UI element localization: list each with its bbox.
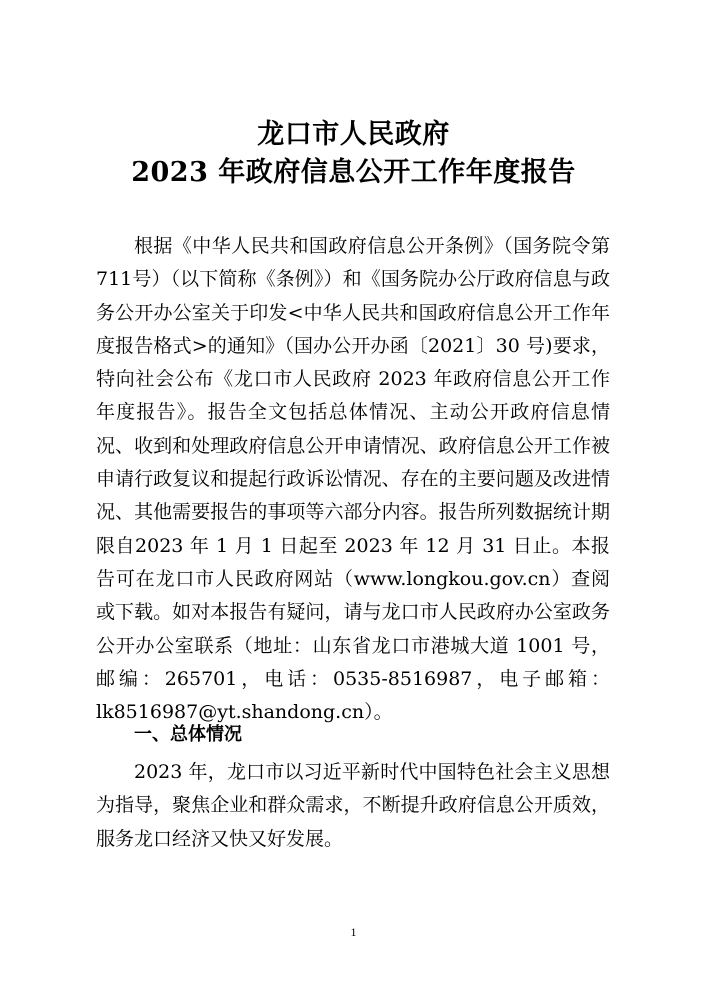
page-number: 1 bbox=[350, 925, 357, 939]
intro-paragraph: 根据《中华人民共和国政府信息公开条例》（国务院令第711号）（以下简称《条例》）和《国务院办公厅政府信息与政务公开办公室关于印发<中华人民共和国政府信息公开工作年度报告格式>的通知》（国办公开办函〔2021〕30 号)要求，特向社会公布《龙口市人民政府 2023 年政府信息公开工作年度报告》。报告全文包括总体情况、主动公开政府信息情况、收到和处理政府信息公开申请情况、政府信息公开工作被申请行政复议和提起行政诉讼情况、存在的主要问题及改进情况、其他需要报告的事项等六部分内容。报告所列数据统计期限自2023 年 1 月 1 日起至 2023 年 12 月 31 日止。本报告可在龙口市人民政府网站（www.longkou.gov.cn）查阅或下载。如对本报告有疑问，请与龙口市人民政府办公室政务公开办公室联系（地址：山东省龙口市港城大道 1001 号，邮编：265701，电话：0535-8516987，电子邮箱：lk8516987@yt.shandong.cn）。 bbox=[96, 235, 610, 724]
overview-paragraph: 2023 年，龙口市以习近平新时代中国特色社会主义思想为指导，聚焦企业和群众需求，不断提升政府信息公开质效，服务龙口经济又快又好发展。 bbox=[96, 761, 610, 850]
document-title-line1: 龙口市人民政府 bbox=[257, 119, 450, 150]
document-title-line2: 2023 年政府信息公开工作年度报告 bbox=[131, 157, 576, 188]
section-heading-overview: 一、总体情况 bbox=[134, 724, 242, 745]
